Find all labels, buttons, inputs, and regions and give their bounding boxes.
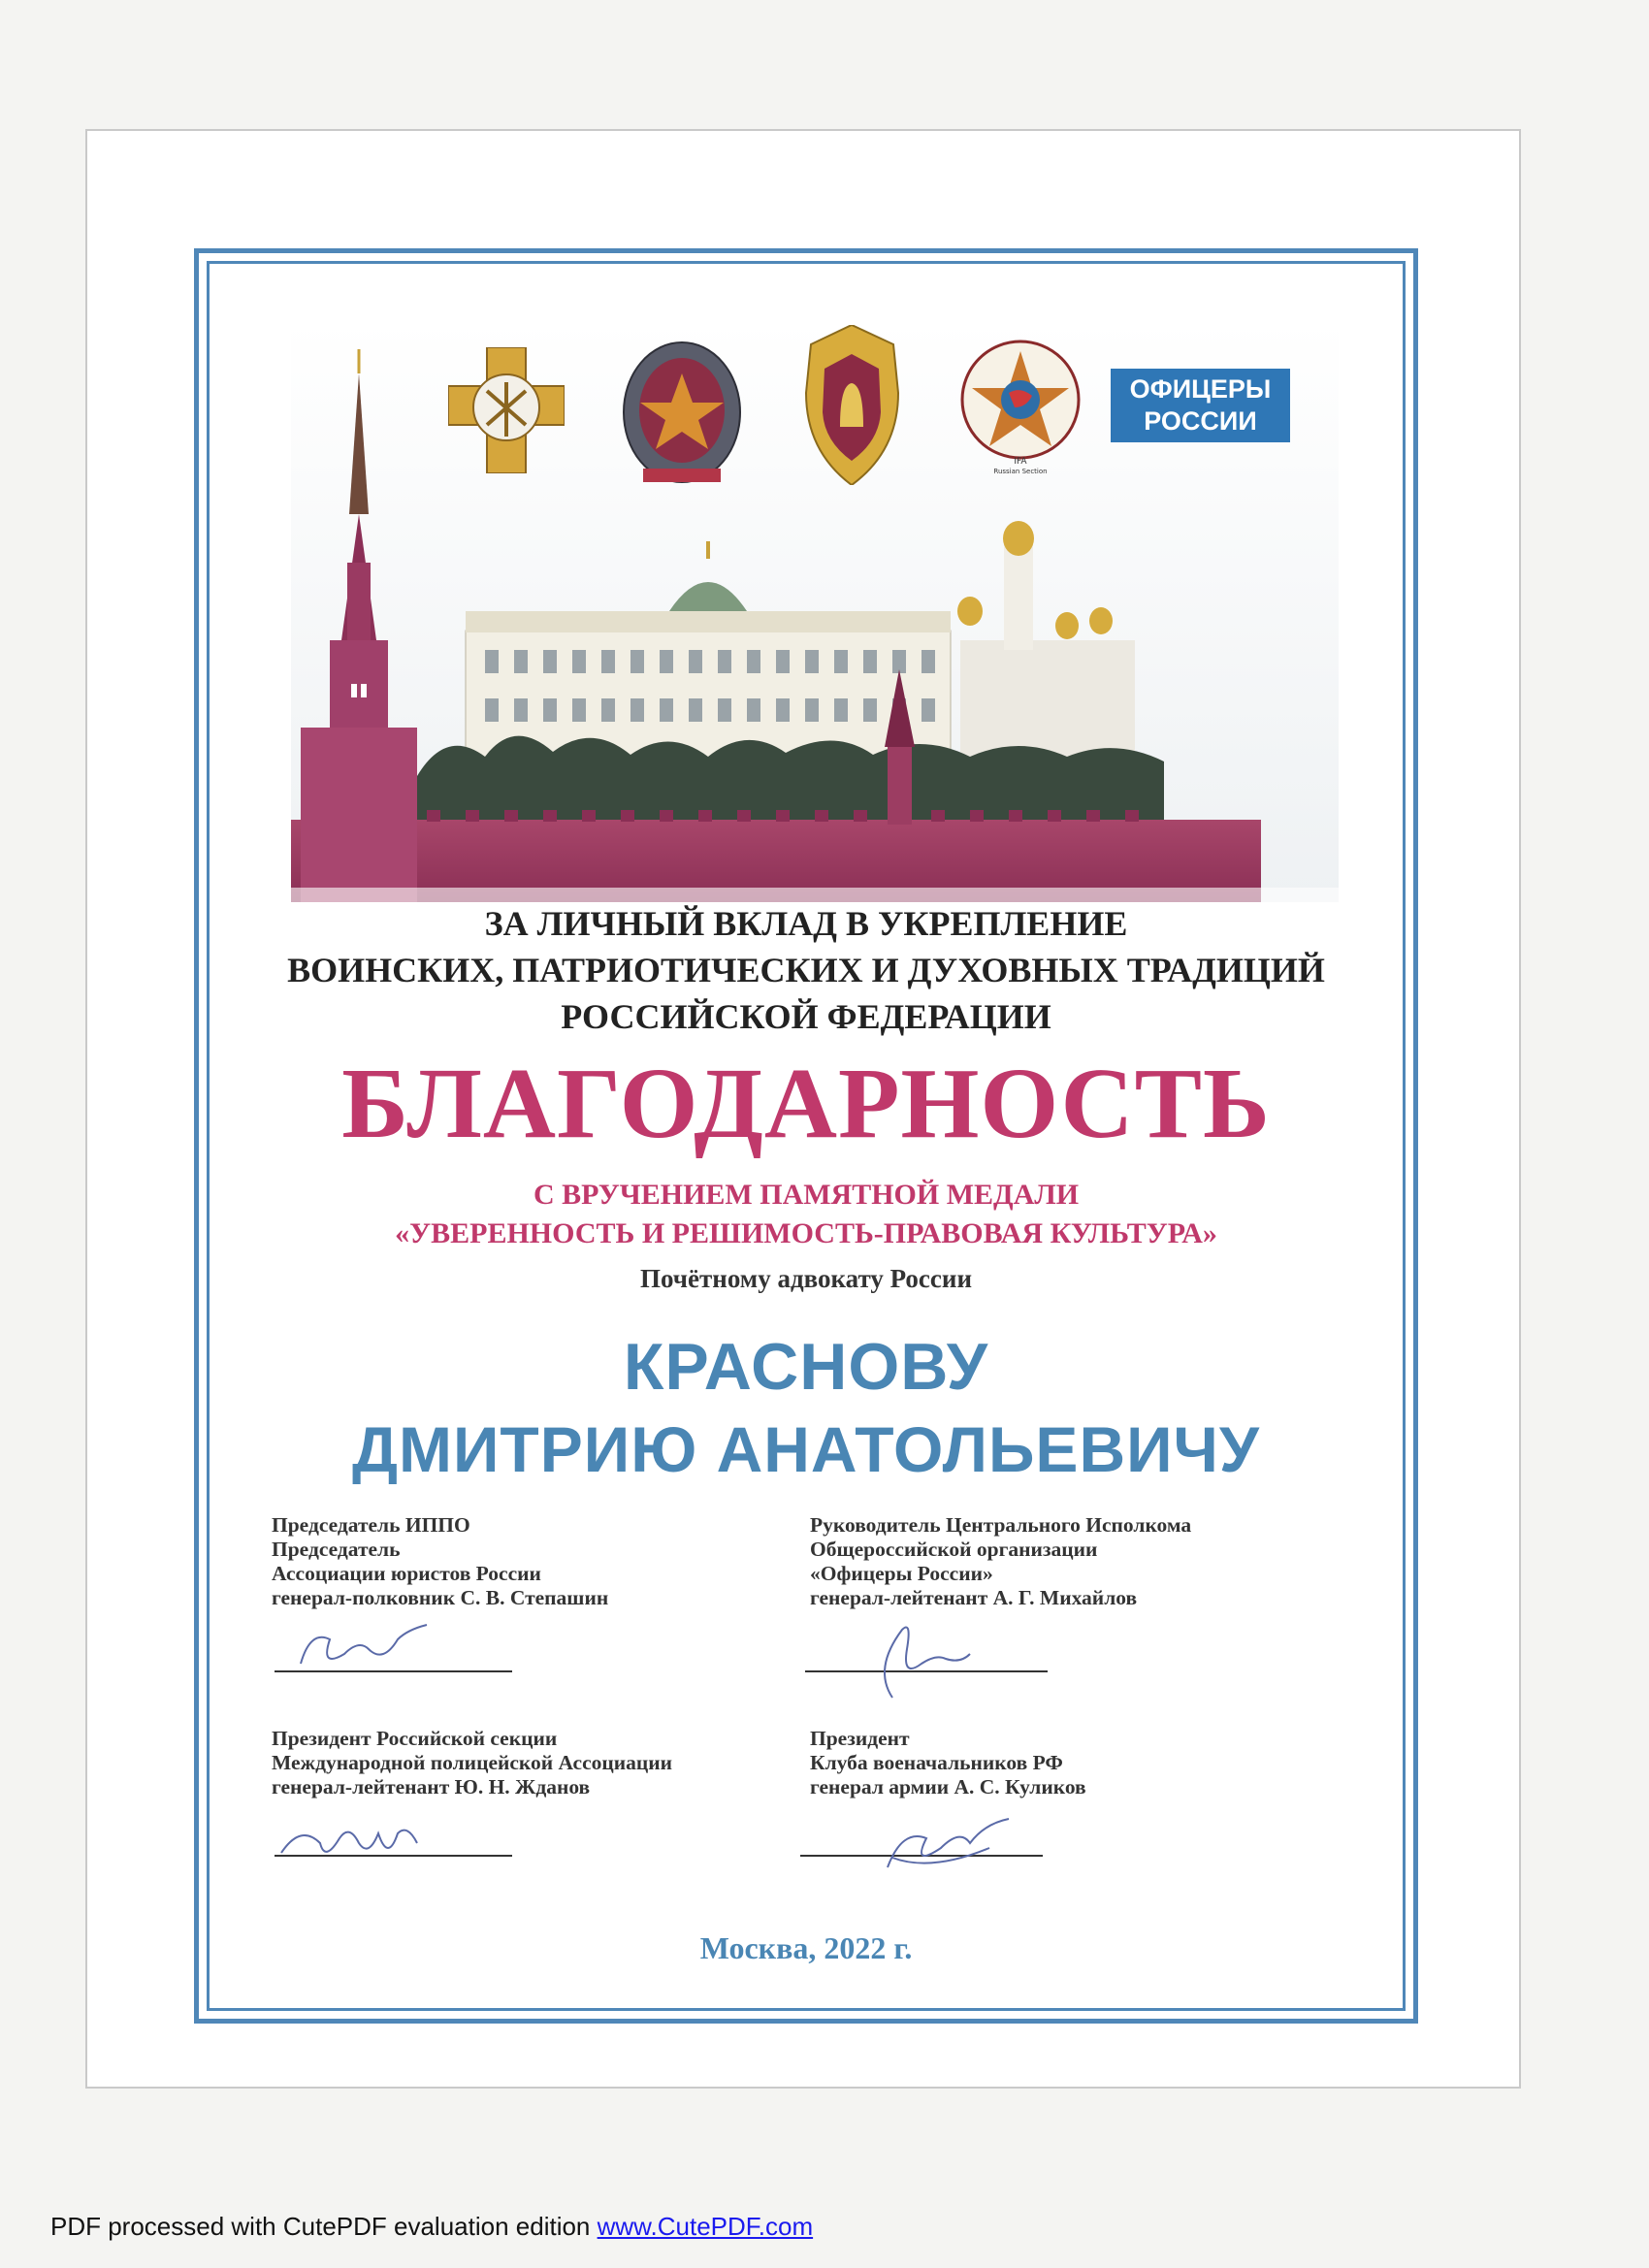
medal-line: «УВЕРЕННОСТЬ И РЕШИМОСТЬ-ПРАВОВАЯ КУЛЬТУРА»	[395, 1217, 1217, 1249]
signature-2	[854, 1610, 980, 1707]
officers-logo-line-2: РОССИИ	[1144, 406, 1257, 436]
signatory-line: Председатель ИППО	[272, 1513, 470, 1537]
recipient-honorific: Почётному адвокату России	[639, 1264, 973, 1293]
award-motto	[207, 900, 1406, 1040]
officers-russia-logo	[1111, 369, 1290, 442]
star-wreath-emblem-icon	[619, 335, 745, 490]
signatory-line: Руководитель Центрального Исполкома	[810, 1513, 1192, 1537]
signatory-line: Международной полицейской Ассоциации	[272, 1751, 673, 1774]
signatory-line: Председатель	[272, 1538, 401, 1561]
signature-1	[291, 1610, 436, 1683]
signatory-line: генерал-полковник С. В. Степашин	[272, 1586, 609, 1609]
signature-4	[873, 1799, 1018, 1882]
place-and-date: Москва, 2022 г.	[699, 1930, 913, 1965]
recipient-surname: КРАСНОВУ	[623, 1330, 989, 1404]
certificate-title: БЛАГОДАРНОСТЬ	[341, 1048, 1271, 1159]
officers-logo-line-1: ОФИЦЕРЫ	[1129, 374, 1272, 404]
signature-3	[272, 1804, 427, 1882]
cross-emblem-icon	[448, 347, 565, 473]
motto-line: РОССИЙСКОЙ ФЕДЕРАЦИИ	[561, 997, 1051, 1036]
signatory-line: генерал армии А. С. Куликов	[810, 1775, 1086, 1798]
signatory-3	[272, 1727, 672, 1799]
medal-line: С ВРУЧЕНИЕМ ПАМЯТНОЙ МЕДАЛИ	[533, 1179, 1080, 1211]
signatory-line: Клуба военачальников РФ	[810, 1751, 1063, 1774]
motto-line: ЗА ЛИЧНЫЙ ВКЛАД В УКРЕПЛЕНИЕ	[484, 904, 1128, 943]
signatory-line: Президент Российской секции	[272, 1727, 558, 1750]
ifa-label: IFA	[1014, 457, 1027, 467]
medal-caption	[207, 1176, 1406, 1253]
pdf-footer	[50, 2212, 813, 2242]
recipient-given-names: ДМИТРИЮ АНАТОЛЬЕВИЧУ	[352, 1413, 1260, 1485]
ifa-globe-emblem-icon	[951, 340, 1091, 475]
signatory-1	[272, 1513, 608, 1610]
footer-text: PDF processed with CutePDF evaluation edition	[50, 2212, 598, 2241]
signatory-line: генерал-лейтенант Ю. Н. Жданов	[272, 1775, 591, 1798]
signatory-4	[810, 1727, 1086, 1799]
motto-line: ВОИНСКИХ, ПАТРИОТИЧЕСКИХ И ДУХОВНЫХ ТРАДИЦИЙ	[287, 951, 1325, 989]
bell-shield-emblem-icon	[801, 325, 903, 485]
signatory-2	[810, 1513, 1191, 1610]
signatory-line: Президент	[810, 1727, 910, 1750]
signatory-line: генерал-лейтенант А. Г. Михайлов	[810, 1586, 1138, 1609]
signatory-line: Ассоциации юристов России	[272, 1562, 541, 1585]
signatory-line: «Офицеры России»	[810, 1562, 993, 1585]
ifa-sublabel: Russian Section	[993, 468, 1048, 475]
signatory-line: Общероссийской организации	[810, 1538, 1098, 1561]
footer-link[interactable]: www.CutePDF.com	[597, 2212, 814, 2241]
